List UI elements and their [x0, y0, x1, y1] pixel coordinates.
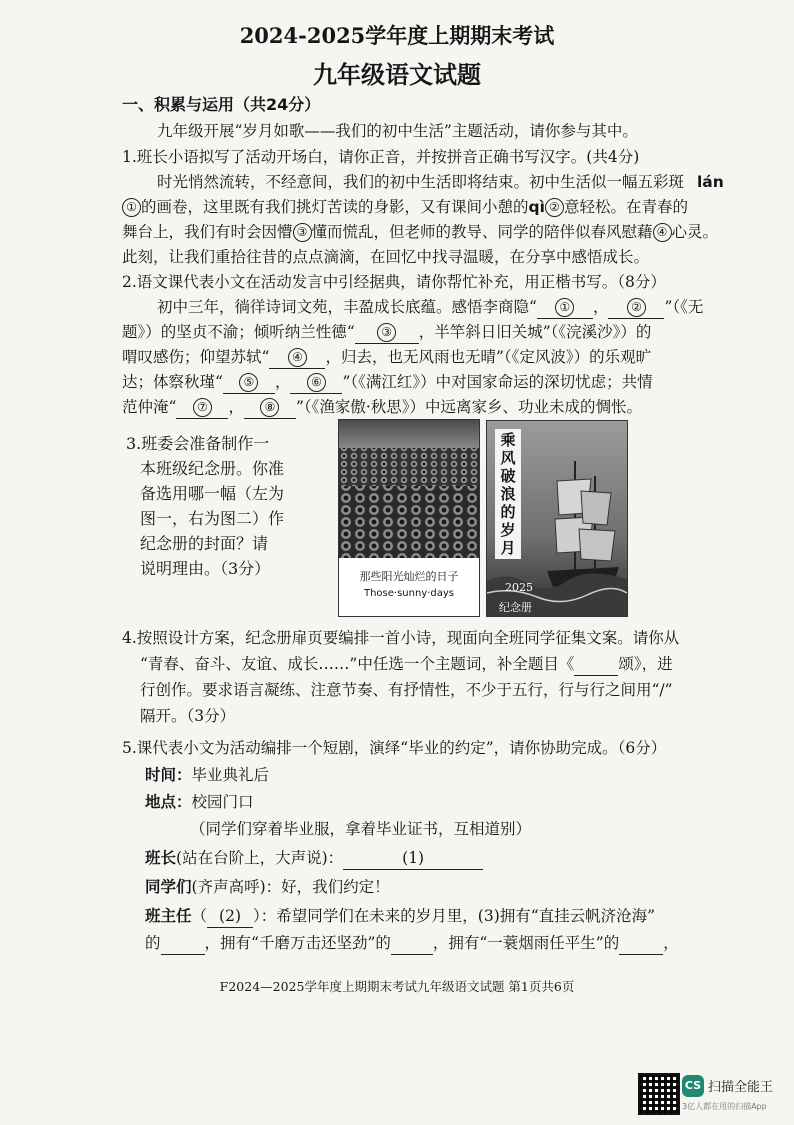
q5-time [145, 764, 269, 786]
blank-circle-3: ③ [377, 323, 396, 342]
answer-blank-3[interactable] [355, 321, 419, 344]
pinyin-lan: lán [696, 173, 724, 191]
q1-passage-line2 [122, 196, 688, 218]
q3-line: 备选用哪一幅（左为 [140, 484, 285, 503]
q2-line4: 达；体察秋瑾“ ⑤ ， ⑥ ”（《满江红》）中对国家命运的深切忧虑；共情 [122, 371, 653, 394]
q1-passage-line1 [157, 171, 724, 193]
image1-caption-en: Those·sunny·days [363, 588, 455, 599]
role-monitor: 班长 [145, 849, 177, 867]
q2-line2 [122, 321, 651, 344]
answer-blank-3b[interactable] [391, 932, 433, 955]
answer-blank-1-script[interactable] [343, 847, 483, 870]
cover-image-2[interactable] [486, 420, 628, 617]
q3-line: 说明理由。（3分） [140, 559, 271, 578]
blank-circle-3: ③ [293, 223, 312, 242]
q1-passage-line4: 此刻，让我们重拾往昔的点点滴滴，在回忆中找寻温暖，在分享中感悟成长。 [122, 248, 650, 266]
q1-text: 时光悄然流转，不经意间，我们的初中生活即将结束。初中生活似一幅五彩斑 [157, 173, 685, 191]
image1-caption-cn: 那些阳光灿烂的日子 [359, 570, 459, 583]
q2-line5: 范仲淹“ ⑦ ， ⑧ ”（《渔家傲·秋思》）中远离家乡、功业未成的惆怅。 [122, 396, 642, 419]
answer-blank-2[interactable] [608, 296, 664, 319]
q4-line3: 行创作。要求语言凝练、注意节奏、有抒情性，不少于五行，行与行之间用“/” [140, 681, 673, 699]
answer-blank-6[interactable] [290, 371, 342, 394]
title-char: 破 [500, 467, 516, 485]
title-char: 岁 [500, 521, 516, 539]
q2-text: 喟叹感伤；仰望苏轼“ [122, 348, 270, 366]
q2-line1: 初中三年，徜徉诗词文苑，丰盈成长底蕴。感悟李商隐“ ① ， ② ”（《无 [157, 296, 703, 319]
q4-text: “青春、奋斗、友谊、成长……”中任选一个主题词，补全题目《 [140, 655, 575, 673]
title-char: 浪 [500, 485, 516, 503]
q3-line: 纪念册的封面？请 [140, 534, 269, 553]
answer-blank-8[interactable] [244, 396, 296, 419]
q1-text: 的画卷，这里既有我们挑灯苦读的身影，又有课间小憩的 [141, 198, 529, 216]
answer-blank-2-script[interactable] [207, 905, 253, 928]
blank-circle-8: ⑧ [260, 398, 279, 417]
title-char: 的 [500, 503, 516, 521]
q1-passage-line3 [122, 221, 718, 243]
q4-text: 颂》，进 [618, 655, 673, 673]
q2-line3 [122, 346, 651, 369]
answer-blank-1[interactable] [537, 296, 593, 319]
blank-circle-1: ① [122, 198, 141, 217]
image2-year: 2025 [505, 581, 533, 594]
q4-line1: 4.按照设计方案，纪念册扉页要编排一首小诗，现面向全班同学征集文案。请你从 [122, 629, 680, 647]
q2-text: ”（《渔家傲·秋思》）中远离家乡、功业未成的惆怅。 [295, 398, 643, 416]
q1-text: 心灵。 [671, 223, 719, 241]
q2-text: 范仲淹“ [122, 398, 177, 416]
role-teacher: 班主任 [145, 907, 192, 925]
poem-title-blank[interactable] [574, 653, 618, 676]
monitor-direction: (站在台阶上，大声说)： [176, 849, 344, 867]
blank-circle-6: ⑥ [307, 373, 326, 392]
exam-title: 2024-2025学年度上期期末考试 [239, 23, 555, 48]
answer-blank-3a[interactable] [161, 932, 205, 955]
blank-circle-5: ⑤ [239, 373, 258, 392]
place-value: 校园门口 [191, 793, 254, 811]
exam-subtitle: 九年级语文试题 [313, 61, 481, 89]
scanner-app-name: 扫描全能王 [708, 1080, 774, 1095]
title-char: 月 [500, 539, 516, 557]
q5-students-line [145, 876, 390, 898]
q5-last-line [145, 932, 679, 955]
q5-stage-direction: （同学们穿着毕业服，拿着毕业证书，互相道别） [190, 820, 532, 838]
scanner-tagline: 3亿人都在用的扫描App [682, 1102, 767, 1111]
q5-text: ， [663, 934, 679, 952]
q2-text: 初中三年，徜徉诗词文苑，丰盈成长底蕴。感悟李商隐“ [157, 298, 537, 316]
q1-text: 懂而慌乱，但老师的教导、同学的陪伴似春风慰藉 [311, 223, 653, 241]
q5-stem: 5.课代表小文为活动编排一个短剧，演绎“毕业的约定”，请你协助完成。（6分） [122, 739, 667, 757]
time-label: 时间： [145, 766, 192, 784]
q3-line: 图一，右为图二）作 [140, 509, 285, 528]
q4-line4: 隔开。（3分） [140, 707, 236, 725]
q5-text: ，拥有“一蓑烟雨任平生”的 [432, 934, 620, 952]
place-label: 地点： [145, 793, 192, 811]
answer-blank-4[interactable] [269, 346, 325, 369]
answer-blank-7[interactable] [176, 396, 228, 419]
answer-blank-3c[interactable] [619, 932, 663, 955]
q5-teacher-line: 班主任（ (2) ）：希望同学们在未来的岁月里，(3)拥有“直挂云帆济沧海” [145, 905, 655, 928]
q1-text: 舞台上，我们有时会因懵 [122, 223, 293, 241]
answer-blank-5[interactable] [223, 371, 275, 394]
section-intro: 九年级开展“岁月如歌——我们的初中生活”主题活动，请你参与其中。 [157, 122, 638, 140]
q3-line: 3.班委会准备制作一 [126, 434, 270, 453]
blank-circle-4: ④ [653, 223, 672, 242]
q5-text: ，拥有“千磨万击还坚劲”的 [204, 934, 391, 952]
blank-circle-2: ② [627, 298, 646, 317]
q2-text: ，归去，也无风雨也无晴”（《定风波》）的乐观旷 [325, 348, 652, 366]
q5-text: 的 [145, 934, 161, 952]
q4-line2 [140, 653, 673, 676]
title-char: 风 [500, 449, 516, 467]
q2-text: ”（《满江红》）中对国家命运的深切忧虑；共情 [342, 373, 653, 391]
blank-label: (2) [219, 907, 242, 925]
sunflower-field-image [339, 420, 479, 558]
q2-stem: 2.语文课代表小文在活动发言中引经据典，请你帮忙补充，用正楷书写。（8分） [122, 273, 666, 291]
image2-label: 纪念册 [499, 601, 532, 614]
q1-text: 意轻松。在青春的 [563, 198, 688, 216]
cover-image-1[interactable] [338, 419, 480, 617]
image2-vertical-title [495, 431, 521, 557]
q1-stem: 1.班长小语拟写了活动开场白，请你正音，并按拼音正确书写汉字。(共4分) [122, 148, 640, 166]
q3-line: 本班级纪念册。你准 [140, 459, 285, 478]
camscanner-logo-icon: CS [682, 1075, 704, 1097]
section-heading: 一、积累与运用（共24分） [122, 95, 321, 114]
blank-circle-7: ⑦ [193, 398, 212, 417]
q2-text: ”（《无 [664, 298, 704, 316]
page-footer: F2024—2025学年度上期期末考试九年级语文试题 第1页共6页 [219, 979, 575, 994]
title-char: 乘 [500, 431, 516, 449]
q2-text: 达；体察秋瑾“ [122, 373, 223, 391]
q2-text: ，半竿斜日旧关城”（《浣溪沙》）的 [418, 323, 652, 341]
blank-label: (1) [402, 849, 425, 867]
blank-circle-1: ① [555, 298, 574, 317]
teacher-line: ：希望同学们在未来的岁月里，(3)拥有“直挂云帆济沧海” [260, 907, 656, 925]
q5-place [145, 791, 254, 813]
pinyin-qi: qì [528, 198, 545, 216]
time-value: 毕业典礼后 [191, 766, 270, 784]
role-students: 同学们 [145, 878, 192, 896]
q2-text: 题》）的坚贞不渝；倾听纳兰性德“ [122, 323, 355, 341]
blank-circle-2: ② [545, 198, 564, 217]
blank-circle-4: ④ [288, 348, 307, 367]
students-line: (齐声高呼)：好，我们约定！ [191, 878, 390, 896]
q5-monitor-line [145, 847, 483, 870]
qr-code-icon [638, 1073, 680, 1115]
